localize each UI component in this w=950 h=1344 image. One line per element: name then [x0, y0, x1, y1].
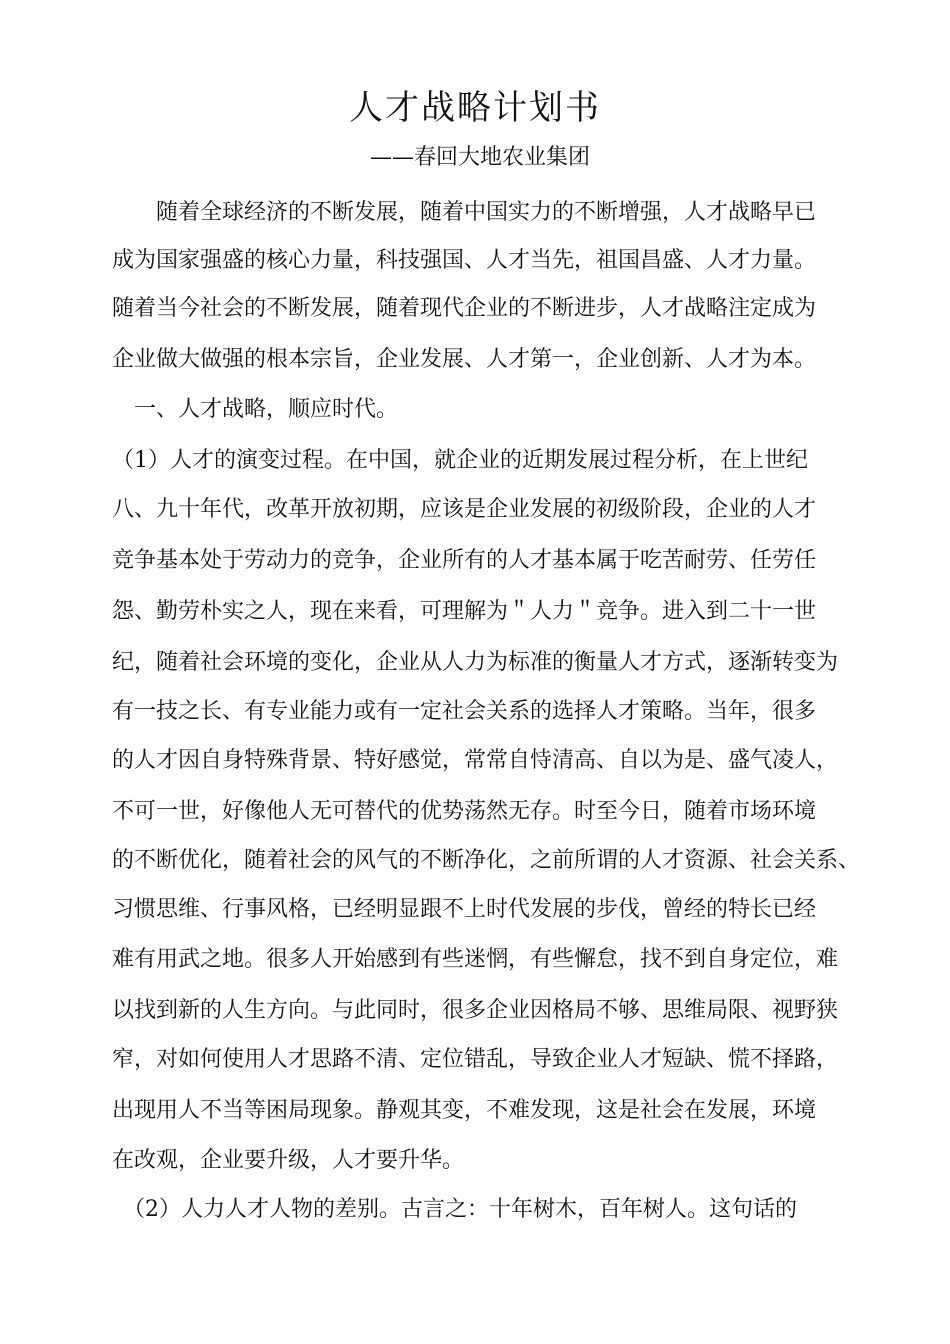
paragraph-line: 以找到新的人生方向。与此同时，很多企业因格局不够、思维局限、视野狭 — [112, 998, 839, 1023]
document-subtitle: ——春回大地农业集团 — [370, 145, 591, 170]
paragraph-line: 的不断优化，随着社会的风气的不断净化，之前所谓的人才资源、社会关系、 — [112, 848, 861, 873]
paragraph-line: 怨、勤劳朴实之人，现在来看，可理解为＂人力＂竞争。进入到二十一世 — [112, 599, 817, 624]
paragraph-line: 窄，对如何使用人才思路不清、定位错乱，导致企业人才短缺、慌不择路， — [112, 1047, 839, 1072]
paragraph-line: 纪，随着社会环境的变化，企业从人力为标准的衡量人才方式，逐渐转变为 — [112, 650, 839, 675]
document-title: 人才战略计划书 — [349, 88, 601, 128]
paragraph-line: 习惯思维、行事风格，已经明显跟不上时代发展的步伐，曾经的特长已经 — [112, 897, 817, 922]
paragraph-line: 有一技之长、有专业能力或有一定社会关系的选择人才策略。当年，很多 — [112, 699, 817, 724]
section-heading: 一、人才战略，顺应时代。 — [112, 397, 399, 422]
paragraph-line: 出现用人不当等困局现象。静观其变，不难发现，这是社会在发展，环境 — [112, 1098, 817, 1123]
paragraph-line: （2）人力人才人物的差别。古言之：十年树木，百年树人。这句话的 — [112, 1197, 797, 1222]
paragraph-line: 的人才因自身特殊背景、特好感觉，常常自恃清高、自以为是、盛气凌人， — [112, 748, 839, 773]
paragraph-line: （1）人才的演变过程。在中国，就企业的近期发展过程分析，在上世纪 — [112, 448, 808, 473]
paragraph-line: 在改观，企业要升级，人才要升华。 — [112, 1148, 465, 1173]
paragraph-line: 随着全球经济的不断发展，随着中国实力的不断增强，人才战略早已 — [112, 200, 817, 225]
paragraph-line: 难有用武之地。很多人开始感到有些迷惘，有些懈怠，找不到自身定位，难 — [112, 947, 839, 972]
paragraph-line: 竞争基本处于劳动力的竞争，企业所有的人才基本属于吃苦耐劳、任劳任 — [112, 548, 817, 573]
paragraph-line: 不可一世，好像他人无可替代的优势荡然无存。时至今日，随着市场环境 — [112, 799, 817, 824]
paragraph-line: 成为国家强盛的核心力量，科技强国、人才当先，祖国昌盛、人才力量。 — [112, 248, 817, 273]
paragraph-line: 八、九十年代，改革开放初期，应该是企业发展的初级阶段，企业的人才 — [112, 497, 817, 522]
paragraph-line: 随着当今社会的不断发展，随着现代企业的不断进步，人才战略注定成为 — [112, 296, 817, 321]
paragraph-line: 企业做大做强的根本宗旨，企业发展、人才第一，企业创新、人才为本。 — [112, 347, 817, 372]
